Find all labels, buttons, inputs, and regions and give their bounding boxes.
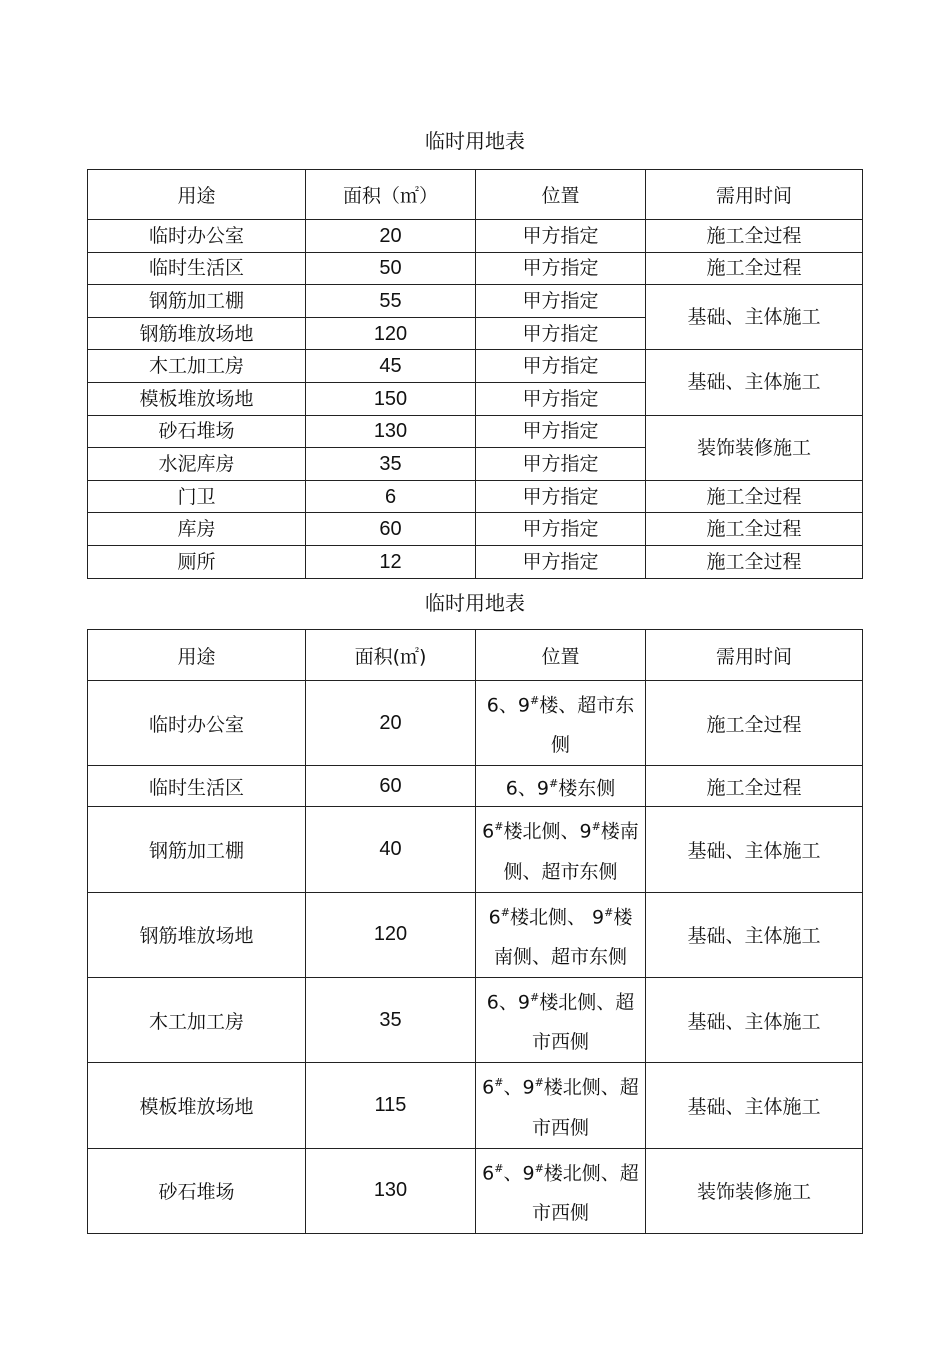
location-text: 楼北侧、9: [503, 820, 592, 843]
temporary-land-use-table-2: [87, 629, 863, 1234]
cell-use: 临时生活区: [88, 766, 306, 807]
cell-location: 甲方指定: [476, 415, 646, 448]
cell-time: 基础、主体施工: [646, 350, 863, 415]
location-text: 楼、超市东侧: [539, 694, 635, 757]
table-row: [88, 480, 863, 513]
header-area: 面积（㎡）: [306, 170, 476, 220]
cell-time: 基础、主体施工: [646, 285, 863, 350]
cell-area: 150: [306, 382, 476, 415]
cell-location: [476, 766, 646, 807]
location-text: 楼北侧、超市西侧: [531, 1076, 639, 1139]
cell-location: 甲方指定: [476, 480, 646, 513]
cell-time: 基础、主体施工: [646, 977, 863, 1062]
building-mark: #: [529, 990, 540, 1004]
location-text: 楼北侧、超市西侧: [531, 1161, 639, 1224]
cell-time: 基础、主体施工: [646, 892, 863, 977]
cell-time: 基础、主体施工: [646, 807, 863, 892]
cell-time: 基础、主体施工: [646, 1063, 863, 1148]
table1-title: 临时用地表: [425, 129, 525, 153]
table-row: [88, 285, 863, 318]
location-text: 6、9: [486, 694, 530, 717]
cell-area: 35: [306, 977, 476, 1062]
cell-area: 40: [306, 807, 476, 892]
cell-location: [476, 977, 646, 1062]
location-text: 楼北侧、 9: [509, 905, 605, 928]
table2-title: 临时用地表: [425, 591, 525, 615]
cell-use: 临时生活区: [88, 252, 306, 285]
cell-location: 甲方指定: [476, 220, 646, 253]
header-location: 位置: [476, 630, 646, 681]
location-text: 楼北侧、超市西侧: [531, 991, 635, 1054]
cell-time: 施工全过程: [646, 252, 863, 285]
cell-area: 50: [306, 252, 476, 285]
cell-area: 60: [306, 513, 476, 546]
table-row: [88, 513, 863, 546]
table-row: [88, 766, 863, 807]
cell-location: 甲方指定: [476, 350, 646, 383]
cell-area: 130: [306, 1148, 476, 1233]
cell-area: 45: [306, 350, 476, 383]
cell-area: 120: [306, 892, 476, 977]
cell-location: [476, 807, 646, 892]
cell-use: 厕所: [88, 545, 306, 578]
building-mark: #: [591, 820, 601, 834]
cell-use: 钢筋堆放场地: [88, 317, 306, 350]
cell-time: 施工全过程: [646, 545, 863, 578]
header-row: [88, 630, 863, 681]
cell-use: 临时办公室: [88, 220, 306, 253]
location-text: 6、9: [505, 777, 549, 800]
cell-area: 20: [306, 681, 476, 766]
building-mark: #: [494, 1161, 504, 1175]
location-text: 楼南侧、超市东侧: [503, 820, 639, 883]
cell-location: 甲方指定: [476, 382, 646, 415]
location-text: 6: [482, 1161, 495, 1184]
building-mark: #: [494, 820, 504, 834]
cell-use: 水泥库房: [88, 448, 306, 481]
cell-time: 施工全过程: [646, 220, 863, 253]
header-location: 位置: [476, 170, 646, 220]
header-time: 需用时间: [646, 630, 863, 681]
table-row: [88, 977, 863, 1062]
cell-location: 甲方指定: [476, 545, 646, 578]
cell-use: 模板堆放场地: [88, 382, 306, 415]
building-mark: #: [534, 1076, 544, 1090]
cell-time: 施工全过程: [646, 513, 863, 546]
cell-area: 130: [306, 415, 476, 448]
temporary-land-use-table-1: [87, 169, 863, 579]
table-row: [88, 1148, 863, 1233]
location-text: 6: [482, 1076, 495, 1099]
cell-location: [476, 1148, 646, 1233]
building-mark: #: [529, 694, 540, 707]
table-row: [88, 252, 863, 285]
cell-location: [476, 681, 646, 766]
building-mark: #: [534, 1161, 544, 1175]
cell-use: 门卫: [88, 480, 306, 513]
cell-use: 木工加工房: [88, 350, 306, 383]
table-row: [88, 892, 863, 977]
cell-location: 甲方指定: [476, 448, 646, 481]
location-text: 、9: [503, 1161, 535, 1184]
table-row: [88, 415, 863, 448]
cell-location: 甲方指定: [476, 252, 646, 285]
table-row: [88, 807, 863, 892]
building-mark: #: [500, 905, 510, 919]
cell-use: 模板堆放场地: [88, 1063, 306, 1148]
location-text: 6、9: [486, 991, 530, 1014]
cell-use: 钢筋加工棚: [88, 807, 306, 892]
cell-use: 木工加工房: [88, 977, 306, 1062]
cell-use: 砂石堆场: [88, 1148, 306, 1233]
location-text: 楼南侧、超市东侧: [493, 905, 633, 968]
location-text: 6: [488, 905, 501, 928]
cell-area: 12: [306, 545, 476, 578]
cell-use: 临时办公室: [88, 681, 306, 766]
location-text: 6: [482, 820, 495, 843]
building-mark: #: [494, 1076, 504, 1090]
header-use: 用途: [88, 630, 306, 681]
cell-area: 115: [306, 1063, 476, 1148]
cell-time: 装饰装修施工: [646, 1148, 863, 1233]
cell-use: 砂石堆场: [88, 415, 306, 448]
cell-location: 甲方指定: [476, 285, 646, 318]
table-row: [88, 220, 863, 253]
table-row: [88, 681, 863, 766]
cell-area: 120: [306, 317, 476, 350]
cell-location: 甲方指定: [476, 317, 646, 350]
cell-area: 6: [306, 480, 476, 513]
header-row: [88, 170, 863, 220]
cell-use: 库房: [88, 513, 306, 546]
cell-time: 施工全过程: [646, 480, 863, 513]
cell-location: [476, 1063, 646, 1148]
cell-location: 甲方指定: [476, 513, 646, 546]
table-row: [88, 545, 863, 578]
cell-use: 钢筋堆放场地: [88, 892, 306, 977]
cell-time: 施工全过程: [646, 681, 863, 766]
header-use: 用途: [88, 170, 306, 220]
cell-area: 60: [306, 766, 476, 807]
cell-time: 装饰装修施工: [646, 415, 863, 480]
cell-area: 20: [306, 220, 476, 253]
cell-area: 55: [306, 285, 476, 318]
cell-location: [476, 892, 646, 977]
cell-time: 施工全过程: [646, 766, 863, 807]
table-row: [88, 350, 863, 383]
cell-area: 35: [306, 448, 476, 481]
location-text: 楼东侧: [558, 777, 616, 800]
cell-use: 钢筋加工棚: [88, 285, 306, 318]
location-text: 、9: [503, 1076, 535, 1099]
building-mark: #: [604, 905, 614, 919]
header-area: 面积(㎡): [306, 630, 476, 681]
header-time: 需用时间: [646, 170, 863, 220]
building-mark: #: [548, 777, 559, 791]
table-row: [88, 1063, 863, 1148]
